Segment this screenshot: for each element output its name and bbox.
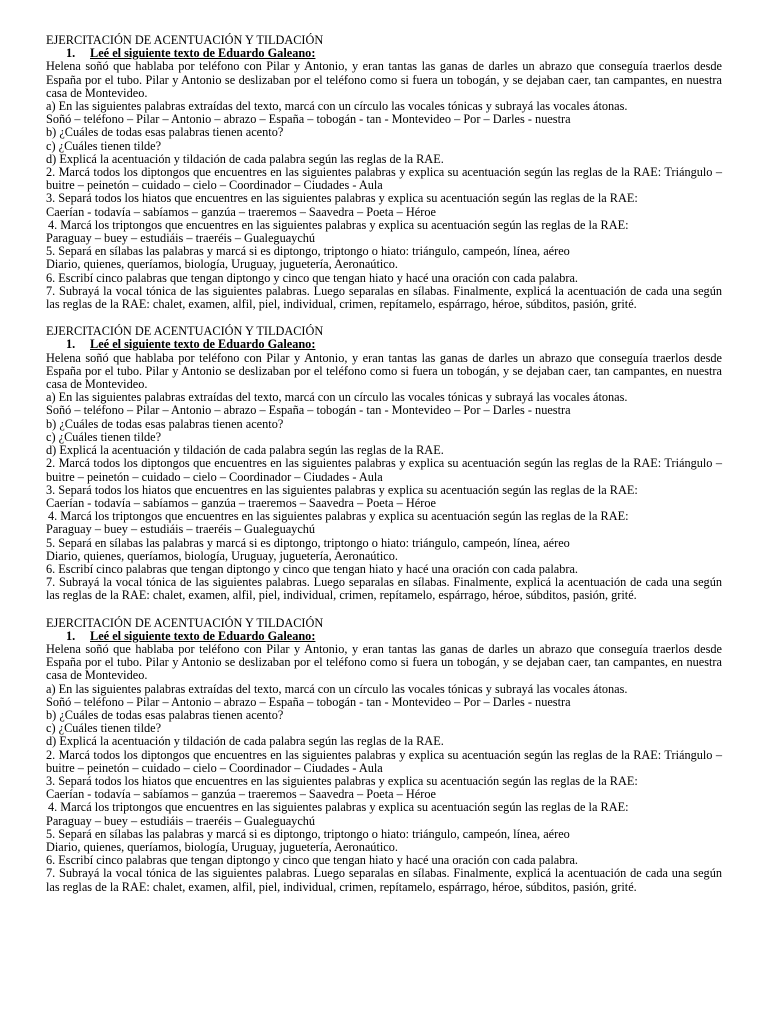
exercise-block-1 (46, 34, 722, 311)
question-d: d) Explicá la acentuación y tildación de cada palabra según las reglas de la RAE. (46, 443, 444, 458)
question-3: 3. Separá todos los hiatos que encuentres en las siguientes palabras y explica su acentuación según las reglas de la RAE: (46, 191, 638, 206)
words-3: Caerían - todavía – sabíamos – ganzúa – traeremos – Saavedra – Poeta – Héroe (46, 204, 436, 219)
question-2: 2. Marcá todos los diptongos que encuentres en las siguientes palabras y explica su acentuación según las reglas de la RAE: Triángulo – buitre – peinetón – cuidado – cielo – Coordinador – Ciudades - Aula (46, 165, 722, 193)
instruction-heading (66, 338, 722, 351)
exercise-block-3 (46, 617, 722, 894)
words-a: Soñó – teléfono – Pilar – Antonio – abrazo – España – tobogán - tan - Montevideo – Por – Darles - nuestra (46, 112, 571, 127)
instruction-number: 1. (66, 337, 76, 352)
words-5: Diario, quienes, queríamos, biología, Uruguay, juguetería, Aeronaútico. (46, 257, 398, 272)
question-4: 4. Marcá los triptongos que encuentres en las siguientes palabras y explica su acentuación según las reglas de la RAE: (48, 509, 629, 524)
question-a: a) En las siguientes palabras extraídas del texto, marcá con un círculo las vocales tónicas y subrayá las vocales átonas. (46, 681, 628, 696)
question-c: c) ¿Cuáles tienen tilde? (46, 721, 162, 736)
question-b: b) ¿Cuáles de todas esas palabras tienen acento? (46, 707, 284, 722)
question-5: 5. Separá en sílabas las palabras y marcá si es diptongo, triptongo o hiato: triángulo, campeón, línea, aéreo (46, 826, 570, 841)
question-2: 2. Marcá todos los diptongos que encuentres en las siguientes palabras y explica su acentuación según las reglas de la RAE: Triángulo – buitre – peinetón – cuidado – cielo – Coordinador – Ciudades - Aula (46, 747, 722, 775)
passage-text: Helena soñó que hablaba por teléfono con Pilar y Antonio, y eran tantas las ganas de darles un abrazo que conseguía traerlos desde España por el tubo. Pilar y Antonio se deslizaban por el teléfono como si fuera un tobogán, y se dejaban caer, tan campantes, en nuestra casa de Montevideo. (46, 641, 722, 683)
question-b: b) ¿Cuáles de todas esas palabras tienen acento? (46, 125, 284, 140)
question-6: 6. Escribí cinco palabras que tengan diptongo y cinco que tengan hiato y hacé una oración con cada palabra. (46, 853, 578, 868)
words-4: Paraguay – buey – estudiáis – traeréis – Gualeguaychú (46, 231, 316, 246)
question-c: c) ¿Cuáles tienen tilde? (46, 138, 162, 153)
block-title: EJERCITACIÓN DE ACENTUACIÓN Y TILDACIÓN (46, 615, 324, 630)
question-5: 5. Separá en sílabas las palabras y marcá si es diptongo, triptongo o hiato: triángulo, campeón, línea, aéreo (46, 244, 570, 259)
instruction-text: Leé el siguiente texto de Eduardo Galeano: (90, 628, 316, 643)
instruction-text: Leé el siguiente texto de Eduardo Galeano: (90, 46, 316, 61)
question-c: c) ¿Cuáles tienen tilde? (46, 429, 162, 444)
question-a: a) En las siguientes palabras extraídas del texto, marcá con un círculo las vocales tónicas y subrayá las vocales átonas. (46, 390, 628, 405)
question-4: 4. Marcá los triptongos que encuentres en las siguientes palabras y explica su acentuación según las reglas de la RAE: (48, 217, 629, 232)
words-a: Soñó – teléfono – Pilar – Antonio – abrazo – España – tobogán - tan - Montevideo – Por – Darles - nuestra (46, 403, 571, 418)
question-b: b) ¿Cuáles de todas esas palabras tienen acento? (46, 416, 284, 431)
block-title: EJERCITACIÓN DE ACENTUACIÓN Y TILDACIÓN (46, 33, 324, 47)
question-6: 6. Escribí cinco palabras que tengan diptongo y cinco que tengan hiato y hacé una oración con cada palabra. (46, 561, 578, 576)
question-a: a) En las siguientes palabras extraídas del texto, marcá con un círculo las vocales tónicas y subrayá las vocales átonas. (46, 99, 628, 114)
words-4: Paraguay – buey – estudiáis – traeréis – Gualeguaychú (46, 813, 316, 828)
question-6: 6. Escribí cinco palabras que tengan diptongo y cinco que tengan hiato y hacé una oración con cada palabra. (46, 270, 578, 285)
words-5: Diario, quienes, queríamos, biología, Uruguay, juguetería, Aeronaútico. (46, 548, 398, 563)
instruction-number: 1. (66, 46, 76, 61)
question-d: d) Explicá la acentuación y tildación de cada palabra según las reglas de la RAE. (46, 151, 444, 166)
exercise-block-2 (46, 325, 722, 602)
words-3: Caerían - todavía – sabíamos – ganzúa – traeremos – Saavedra – Poeta – Héroe (46, 495, 436, 510)
question-3: 3. Separá todos los hiatos que encuentres en las siguientes palabras y explica su acentuación según las reglas de la RAE: (46, 773, 638, 788)
instruction-text: Leé el siguiente texto de Eduardo Galeano: (90, 337, 316, 352)
question-5: 5. Separá en sílabas las palabras y marcá si es diptongo, triptongo o hiato: triángulo, campeón, línea, aéreo (46, 535, 570, 550)
question-7: 7. Subrayá la vocal tónica de las siguientes palabras. Luego separalas en sílabas. Finalmente, explicá la acentuación de cada una según las reglas de la RAE: chalet, examen, alfil, piel, individual, crimen, repítamelo, espárrago, héroe, súbditos, pasión, grité. (46, 575, 722, 603)
question-2: 2. Marcá todos los diptongos que encuentres en las siguientes palabras y explica su acentuación según las reglas de la RAE: Triángulo – buitre – peinetón – cuidado – cielo – Coordinador – Ciudades - Aula (46, 456, 722, 484)
words-4: Paraguay – buey – estudiáis – traeréis – Gualeguaychú (46, 522, 316, 537)
words-5: Diario, quienes, queríamos, biología, Uruguay, juguetería, Aeronaútico. (46, 839, 398, 854)
question-3: 3. Separá todos los hiatos que encuentres en las siguientes palabras y explica su acentuación según las reglas de la RAE: (46, 482, 638, 497)
instruction-number: 1. (66, 628, 76, 643)
question-7: 7. Subrayá la vocal tónica de las siguientes palabras. Luego separalas en sílabas. Finalmente, explicá la acentuación de cada una según las reglas de la RAE: chalet, examen, alfil, piel, individual, crimen, repítamelo, espárrago, héroe, súbditos, pasión, grité. (46, 283, 722, 312)
question-7: 7. Subrayá la vocal tónica de las siguientes palabras. Luego separalas en sílabas. Finalmente, explicá la acentuación de cada una según las reglas de la RAE: chalet, examen, alfil, piel, individual, crimen, repítamelo, espárrago, héroe, súbditos, pasión, grité. (46, 866, 722, 894)
passage-text: Helena soñó que hablaba por teléfono con Pilar y Antonio, y eran tantas las ganas de darles un abrazo que conseguía traerlos desde España por el tubo. Pilar y Antonio se deslizaban por el teléfono como si fuera un tobogán, y se dejaban caer, tan campantes, en nuestra casa de Montevideo. (46, 350, 722, 392)
question-d: d) Explicá la acentuación y tildación de cada palabra según las reglas de la RAE. (46, 734, 444, 749)
words-3: Caerían - todavía – sabíamos – ganzúa – traeremos – Saavedra – Poeta – Héroe (46, 787, 436, 802)
passage-text: Helena soñó que hablaba por teléfono con Pilar y Antonio, y eran tantas las ganas de darles un abrazo que conseguía traerlos desde España por el tubo. Pilar y Antonio se deslizaban por el teléfono como si fuera un tobogán, y se dejaban caer, tan campantes, en nuestra casa de Montevideo. (46, 59, 722, 100)
question-4: 4. Marcá los triptongos que encuentres en las siguientes palabras y explica su acentuación según las reglas de la RAE: (48, 800, 629, 815)
instruction-heading (66, 630, 722, 643)
block-title: EJERCITACIÓN DE ACENTUACIÓN Y TILDACIÓN (46, 324, 324, 339)
words-a: Soñó – teléfono – Pilar – Antonio – abrazo – España – tobogán - tan - Montevideo – Por – Darles - nuestra (46, 694, 571, 709)
